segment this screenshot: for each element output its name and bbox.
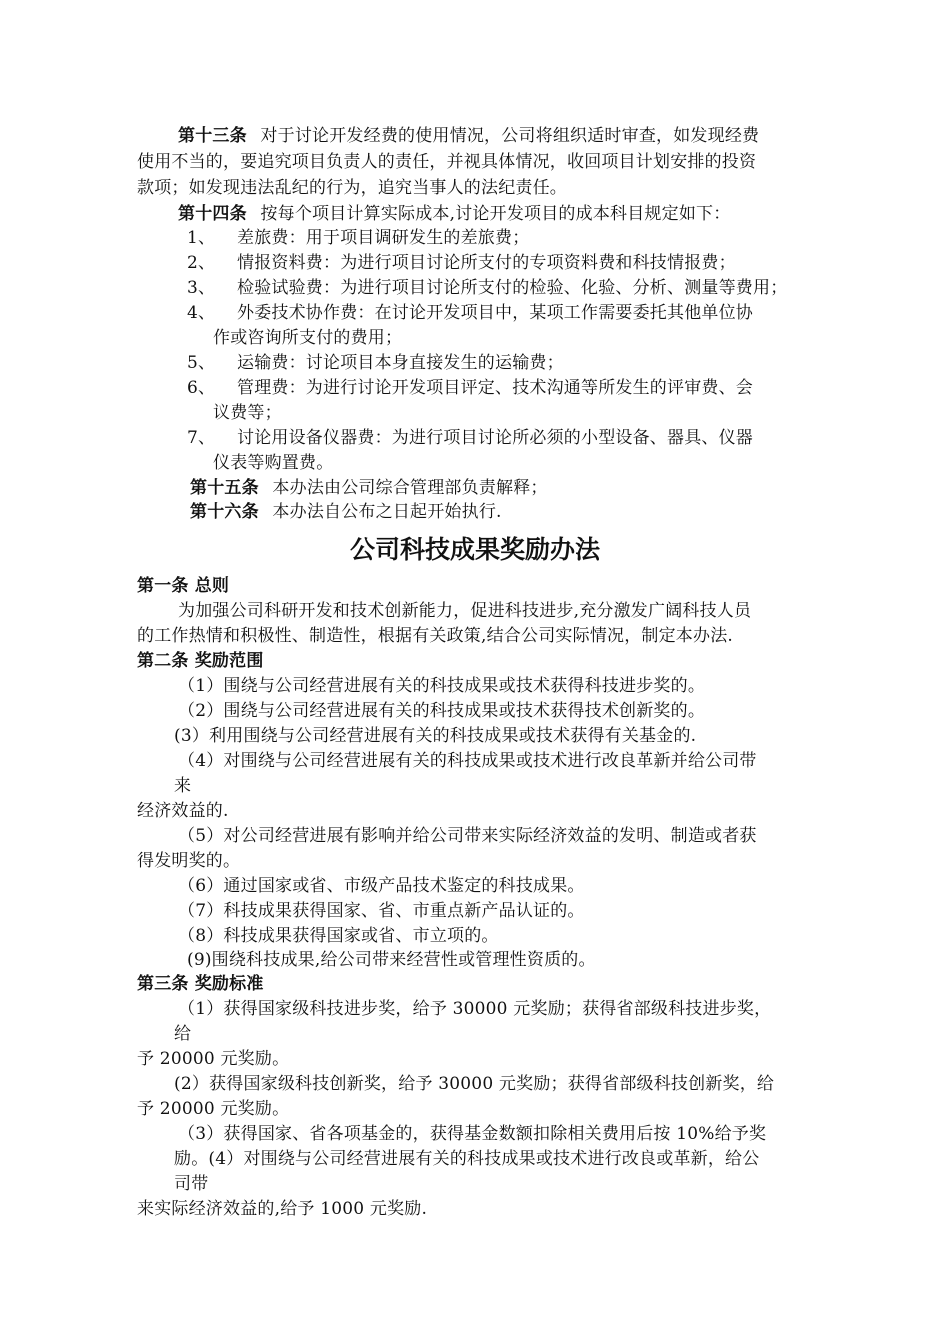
scope-line: （6）通过国家或省、市级产品技术鉴定的科技成果。	[178, 876, 585, 896]
article-16-label: 第十六条	[190, 502, 259, 522]
cost-item-6	[187, 376, 753, 400]
scope-line: （1）围绕与公司经营进展有关的科技成果或技术获得科技进步奖的。	[178, 676, 706, 696]
article-16-line	[190, 500, 502, 524]
standard-line: 司带	[174, 1174, 209, 1194]
cost-item-7-cont: 仪表等购置费。	[213, 453, 334, 473]
item-number: 1、	[187, 228, 216, 248]
article-15-label: 第十五条	[190, 478, 259, 498]
standard-line: 励。(4）对围绕与公司经营进展有关的科技成果或技术进行改良或革新，给公	[174, 1149, 760, 1169]
scope-line: (9)围绕科技成果,给公司带来经营性或管理性资质的。	[187, 950, 596, 970]
scope-line: (3）利用围绕与公司经营进展有关的科技成果或技术获得有关基金的.	[174, 726, 697, 746]
item-text: 情报资料费：为进行项目讨论所支付的专项资料费和科技情报费；	[237, 253, 736, 273]
article-13-text: 对于讨论开发经费的使用情况，公司将组织适时审查，如发现经费	[260, 126, 760, 146]
scope-line: （7）科技成果获得国家、省、市重点新产品认证的。	[178, 901, 585, 921]
article-15-text: 本办法由公司综合管理部负责解释；	[272, 478, 548, 498]
item-text: 差旅费：用于项目调研发生的差旅费；	[237, 228, 530, 248]
cost-item-6-cont: 议费等；	[213, 403, 282, 423]
scope-line: （5）对公司经营进展有影响并给公司带来实际经济效益的发明、制造或者获	[178, 826, 757, 846]
article-14-label: 第十四条	[178, 204, 247, 224]
item-text: 检验试验费：为进行项目讨论所支付的检验、化验、分析、测量等费用；	[237, 278, 788, 298]
article-13-line-1	[178, 124, 759, 148]
article-16-text: 本办法自公布之日起开始执行.	[272, 502, 502, 522]
standard-line: 予 20000 元奖励。	[137, 1099, 290, 1119]
section-1-heading: 第一条 总则	[137, 576, 230, 596]
cost-item-4-cont: 作或咨询所支付的费用；	[213, 328, 403, 348]
cost-item-2	[187, 251, 736, 275]
item-number: 6、	[187, 378, 216, 398]
cost-item-7	[187, 426, 753, 450]
scope-line: （8）科技成果获得国家或省、市立项的。	[178, 926, 499, 946]
item-text: 外委技术协作费：在讨论开发项目中，某项工作需要委托其他单位协	[237, 303, 753, 323]
standard-line: (2）获得国家级科技创新奖，给予 30000 元奖励；获得省部级科技创新奖，给	[174, 1074, 775, 1094]
cost-item-3	[187, 276, 787, 300]
item-number: 5、	[187, 353, 216, 373]
cost-item-1	[187, 226, 529, 250]
scope-line: 经济效益的.	[137, 801, 229, 821]
item-number: 3、	[187, 278, 216, 298]
item-text: 管理费：为进行讨论开发项目评定、技术沟通等所发生的评审费、会	[237, 378, 753, 398]
item-number: 2、	[187, 253, 216, 273]
scope-line: （2）围绕与公司经营进展有关的科技成果或技术获得技术创新奖的。	[178, 701, 706, 721]
document-title: 公司科技成果奖励办法	[349, 535, 600, 564]
item-number: 7、	[187, 428, 216, 448]
standard-line: 给	[174, 1024, 192, 1044]
section-1-line-2: 的工作热情和积极性、制造性，根据有关政策,结合公司实际情况，制定本办法.	[137, 626, 734, 646]
section-3-heading: 第三条 奖励标准	[137, 974, 264, 994]
cost-item-4	[187, 301, 753, 325]
scope-line: （4）对围绕与公司经营进展有关的科技成果或技术进行改良革新并给公司带	[178, 751, 757, 771]
article-15-line	[190, 476, 548, 500]
article-14-line	[178, 202, 730, 226]
scope-line: 来	[174, 776, 192, 796]
article-13-line-3: 款项；如发现违法乱纪的行为，追究当事人的法纪责任。	[137, 178, 567, 198]
standard-line: （3）获得国家、省各项基金的，获得基金数额扣除相关费用后按 10%给予奖	[178, 1124, 767, 1144]
article-13-line-2: 使用不当的，要追究项目负责人的责任，并视具体情况，收回项目计划安排的投资	[137, 152, 757, 172]
scope-line: 得发明奖的。	[137, 851, 241, 871]
cost-item-5	[187, 351, 564, 375]
article-13-label: 第十三条	[178, 126, 247, 146]
section-2-heading: 第二条 奖励范围	[137, 651, 264, 671]
item-text: 讨论用设备仪器费：为进行项目讨论所必须的小型设备、器具、仪器	[237, 428, 753, 448]
item-number: 4、	[187, 303, 216, 323]
standard-line: 来实际经济效益的,给予 1000 元奖励.	[137, 1199, 428, 1219]
article-14-text: 按每个项目计算实际成本,讨论开发项目的成本科目规定如下：	[260, 204, 731, 224]
item-text: 运输费：讨论项目本身直接发生的运输费；	[237, 353, 564, 373]
standard-line: 予 20000 元奖励。	[137, 1049, 290, 1069]
section-1-line-1: 为加强公司科研开发和技术创新能力，促进科技进步,充分激发广阔科技人员	[178, 601, 752, 621]
standard-line: （1）获得国家级科技进步奖，给予 30000 元奖励；获得省部级科技进步奖，	[178, 999, 772, 1019]
